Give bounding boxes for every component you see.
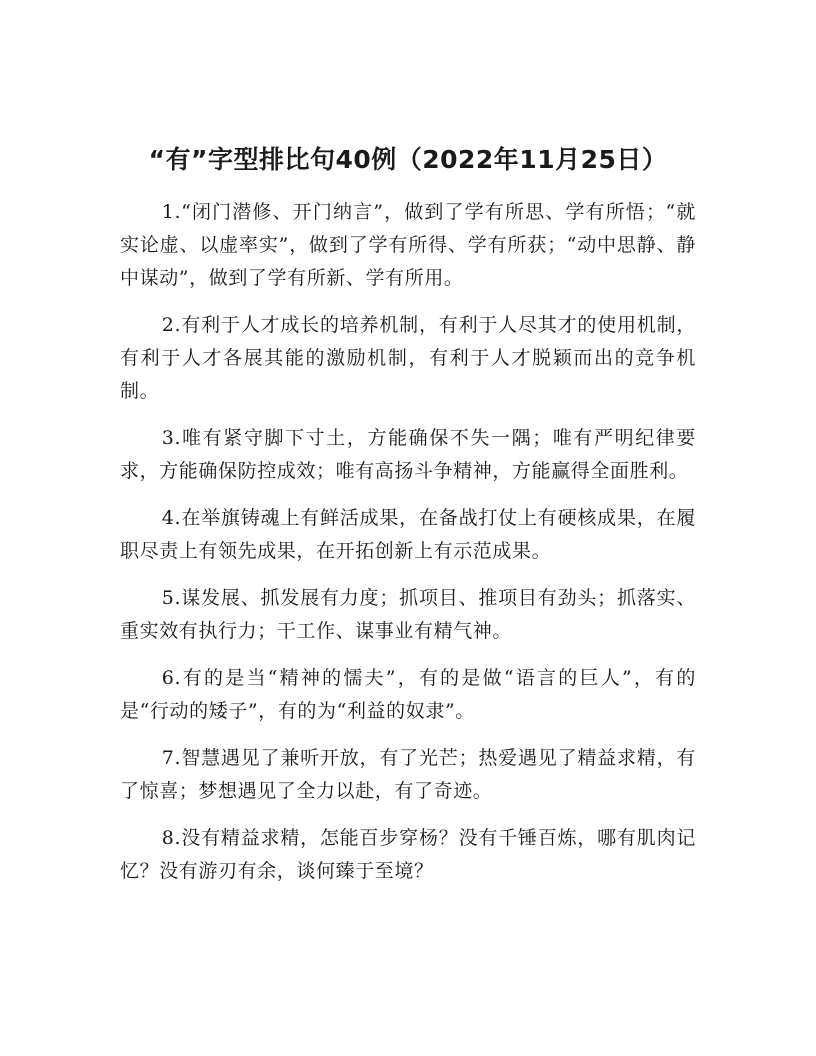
paragraph-8: 8.没有精益求精，怎能百步穿杨？没有千锤百炼，哪有肌肉记忆？没有游刃有余，谈何臻于至境？	[120, 827, 696, 882]
paragraph-6: 6.有的是当“精神的懦夫”，有的是做“语言的巨人”，有的是“行动的矮子”，有的为“利益的奴隶”。	[120, 667, 696, 722]
paragraph-4: 4.在举旗铸魂上有鲜活成果，在备战打仗上有硬核成果，在履职尽责上有领先成果，在开拓创新上有示范成果。	[120, 507, 696, 562]
paragraph-2: 2.有利于人才成长的培养机制，有利于人尽其才的使用机制，有利于人才各展其能的激励机制，有利于人才脱颖而出的竞争机制。	[120, 314, 696, 402]
paragraph-1: 1.“闭门潜修、开门纳言”，做到了学有所思、学有所悟；“就实论虚、以虚率实”，做到了学有所得、学有所获；“动中思静、静中谋动”，做到了学有所新、学有所用。	[120, 201, 696, 289]
paragraph-3: 3.唯有紧守脚下寸土，方能确保不失一隅；唯有严明纪律要求，方能确保防控成效；唯有高扬斗争精神，方能赢得全面胜利。	[120, 427, 696, 482]
paragraph-7: 7.智慧遇见了兼听开放，有了光芒；热爱遇见了精益求精，有了惊喜；梦想遇见了全力以赴，有了奇迹。	[120, 747, 696, 802]
paragraph-5: 5.谋发展、抓发展有力度；抓项目、推项目有劲头；抓落实、重实效有执行力；干工作、谋事业有精气神。	[120, 587, 696, 642]
document-title: “有”字型排比句40例（2022年11月25日）	[148, 145, 668, 174]
